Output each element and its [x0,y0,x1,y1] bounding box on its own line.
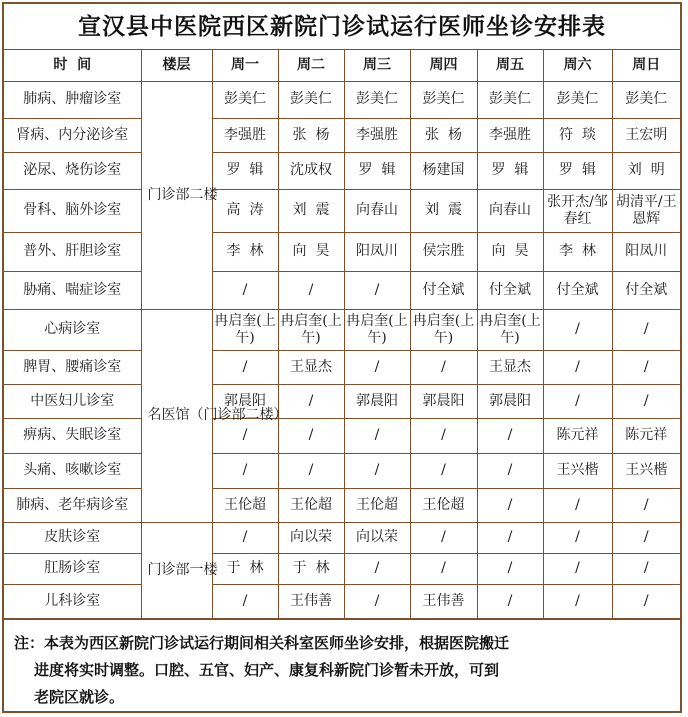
doctor-cell-mon: 高 涛 [212,189,278,232]
doctor-cell-tue: / [278,271,344,309]
doctor-cell-tue: / [278,384,344,418]
doctor-cell-mon: 李 林 [212,232,278,271]
doctor-cell-mon: / [212,418,278,453]
doctor-cell-mon: 王伦超 [212,488,278,522]
doctor-cell-thu: 刘 震 [410,189,477,232]
doctor-cell-thu: 郭晨阳 [410,384,477,418]
doctor-cell-wed: 李强胜 [344,118,410,152]
doctor-cell-sat: / [543,584,612,618]
footnote [4,619,680,711]
doctor-cell-thu: 付全斌 [410,271,477,309]
table-row [4,453,680,488]
header-day-thu: 周四 [410,50,477,81]
doctor-cell-sun: 付全斌 [612,271,680,309]
doctor-cell-sun: 阳凤川 [612,232,680,271]
floor-label: 门诊部二楼 [141,81,212,309]
table-row [4,271,680,309]
doctor-cell-sun: 王兴楷 [612,453,680,488]
doctor-cell-wed: 罗 辑 [344,152,410,189]
doctor-cell-mon: 李强胜 [212,118,278,152]
doctor-cell-sat: / [543,350,612,384]
doctor-cell-fri: 付全斌 [477,271,543,309]
doctor-cell-wed: / [344,271,410,309]
doctor-cell-sun: 陈元祥 [612,418,680,453]
table-row [4,152,680,189]
doctor-cell-fri: 罗 辑 [477,152,543,189]
table-row [4,584,680,618]
doctor-cell-sat: / [543,309,612,350]
table-row [4,522,680,553]
dept-name: 心病诊室 [4,309,141,350]
footnote-line-1: 注：本表为西区新院门诊试运行期间相关科室医师坐诊安排，根据医院搬迁 [14,633,510,652]
doctor-cell-mon: / [212,453,278,488]
doctor-cell-thu: 侯宗胜 [410,232,477,271]
doctor-cell-fri: 彭美仁 [477,81,543,118]
doctor-cell-thu: / [410,418,477,453]
doctor-cell-fri: / [477,488,543,522]
doctor-cell-tue: 向 昊 [278,232,344,271]
doctor-cell-fri: 王显杰 [477,350,543,384]
doctor-cell-thu: 王伟善 [410,584,477,618]
dept-name: 中医妇儿诊室 [4,384,141,418]
doctor-cell-mon: 郭晨阳 [212,384,278,418]
doctor-cell-mon: / [212,350,278,384]
doctor-cell-mon: / [212,522,278,553]
doctor-cell-wed: 王伦超 [344,488,410,522]
doctor-cell-tue: 向以荣 [278,522,344,553]
doctor-cell-mon: / [212,584,278,618]
doctor-cell-tue: 沈成权 [278,152,344,189]
doctor-cell-sat: / [543,488,612,522]
doctor-cell-sun: 王宏明 [612,118,680,152]
doctor-cell-sun: 胡清平/王恩辉 [612,189,680,232]
table-row [4,418,680,453]
table-row [4,384,680,418]
doctor-cell-sat: 王兴楷 [543,453,612,488]
dept-name: 肺病、老年病诊室 [4,488,141,522]
doctor-cell-thu: 杨建国 [410,152,477,189]
doctor-cell-wed: / [344,350,410,384]
doctor-cell-tue: 于 林 [278,553,344,584]
header-time: 时 间 [4,50,141,81]
floor-label: 名医馆（门诊部二楼） [141,309,212,522]
doctor-cell-mon: 冉启奎(上午) [212,309,278,350]
doctor-cell-tue: 张 杨 [278,118,344,152]
dept-name: 脾胃、腰痛诊室 [4,350,141,384]
doctor-cell-tue: 彭美仁 [278,81,344,118]
doctor-cell-mon: / [212,271,278,309]
doctor-cell-fri: 向春山 [477,189,543,232]
doctor-cell-thu: / [410,522,477,553]
table-row [4,189,680,232]
schedule-body [4,81,680,618]
doctor-cell-sat: 陈元祥 [543,418,612,453]
doctor-cell-mon: 于 林 [212,553,278,584]
dept-name: 皮肤诊室 [4,522,141,553]
doctor-cell-sat: 付全斌 [543,271,612,309]
doctor-cell-wed: / [344,418,410,453]
doctor-cell-tue: 刘 震 [278,189,344,232]
doctor-cell-fri: / [477,553,543,584]
doctor-cell-sat: 彭美仁 [543,81,612,118]
dept-name: 胁痛、喘症诊室 [4,271,141,309]
header-floor: 楼层 [141,50,212,81]
footnote-line-2: 进度将实时调整。口腔、五官、妇产、康复科新院门诊暂未开放，可到 [34,660,500,679]
table-row [4,488,680,522]
dept-name: 肾病、内分泌诊室 [4,118,141,152]
table-row [4,81,680,118]
doctor-cell-sat: 李 林 [543,232,612,271]
header-day-tue: 周二 [278,50,344,81]
doctor-cell-mon: 罗 辑 [212,152,278,189]
doctor-cell-mon: 彭美仁 [212,81,278,118]
doctor-cell-fri: 向 昊 [477,232,543,271]
doctor-cell-sun: / [612,309,680,350]
doctor-cell-sun: 彭美仁 [612,81,680,118]
doctor-cell-sun: / [612,350,680,384]
doctor-cell-fri: / [477,418,543,453]
dept-name: 骨科、脑外诊室 [4,189,141,232]
doctor-cell-wed: 阳凤川 [344,232,410,271]
doctor-cell-wed: 郭晨阳 [344,384,410,418]
dept-name: 肛肠诊室 [4,553,141,584]
doctor-cell-sun: / [612,384,680,418]
header-row [4,50,680,81]
header-day-sun: 周日 [612,50,680,81]
doctor-cell-fri: 郭晨阳 [477,384,543,418]
footnote-line-3: 老院区就诊。 [34,687,125,706]
doctor-cell-sat: / [543,522,612,553]
header-day-fri: 周五 [477,50,543,81]
header-day-sat: 周六 [543,50,612,81]
doctor-cell-sat: 符 琰 [543,118,612,152]
table-row [4,350,680,384]
floor-label: 门诊部一楼 [141,522,212,618]
schedule-table [4,50,680,619]
doctor-cell-wed: / [344,584,410,618]
doctor-cell-thu: 冉启奎(上午) [410,309,477,350]
doctor-cell-sat: / [543,553,612,584]
doctor-cell-fri: / [477,522,543,553]
doctor-cell-thu: 张 杨 [410,118,477,152]
doctor-cell-wed: / [344,453,410,488]
doctor-cell-tue: 王伦超 [278,488,344,522]
doctor-cell-thu: 王伦超 [410,488,477,522]
header-day-mon: 周一 [212,50,278,81]
doctor-cell-wed: / [344,553,410,584]
dept-name: 痹病、失眠诊室 [4,418,141,453]
doctor-cell-wed: 彭美仁 [344,81,410,118]
doctor-cell-sun: / [612,584,680,618]
table-row [4,553,680,584]
doctor-cell-thu: 彭美仁 [410,81,477,118]
doctor-cell-tue: / [278,418,344,453]
doctor-cell-tue: 王伟善 [278,584,344,618]
doctor-cell-tue: 冉启奎(上午) [278,309,344,350]
doctor-cell-tue: / [278,453,344,488]
doctor-cell-sat: 罗 辑 [543,152,612,189]
doctor-cell-fri: 冉启奎(上午) [477,309,543,350]
doctor-cell-thu: / [410,350,477,384]
doctor-cell-fri: 李强胜 [477,118,543,152]
table-row [4,118,680,152]
doctor-cell-fri: / [477,453,543,488]
doctor-cell-sun: / [612,522,680,553]
dept-name: 儿科诊室 [4,584,141,618]
header-day-wed: 周三 [344,50,410,81]
doctor-cell-sat: 张开杰/邹春红 [543,189,612,232]
doctor-cell-wed: 向春山 [344,189,410,232]
table-row [4,232,680,271]
dept-name: 普外、肝胆诊室 [4,232,141,271]
doctor-cell-sat: / [543,384,612,418]
doctor-cell-thu: / [410,553,477,584]
doctor-cell-wed: 向以荣 [344,522,410,553]
schedule-sheet [2,2,682,713]
doctor-cell-sun: / [612,553,680,584]
doctor-cell-fri: / [477,584,543,618]
dept-name: 泌尿、烧伤诊室 [4,152,141,189]
doctor-cell-wed: 冉启奎(上午) [344,309,410,350]
doctor-cell-sun: / [612,488,680,522]
dept-name: 头痛、咳嗽诊室 [4,453,141,488]
doctor-cell-sun: 刘 明 [612,152,680,189]
doctor-cell-thu: / [410,453,477,488]
table-row [4,309,680,350]
doctor-cell-tue: 王显杰 [278,350,344,384]
dept-name: 肺病、肿瘤诊室 [4,81,141,118]
page-title: 宣汉县中医院西区新院门诊试运行医师坐诊安排表 [4,4,680,50]
